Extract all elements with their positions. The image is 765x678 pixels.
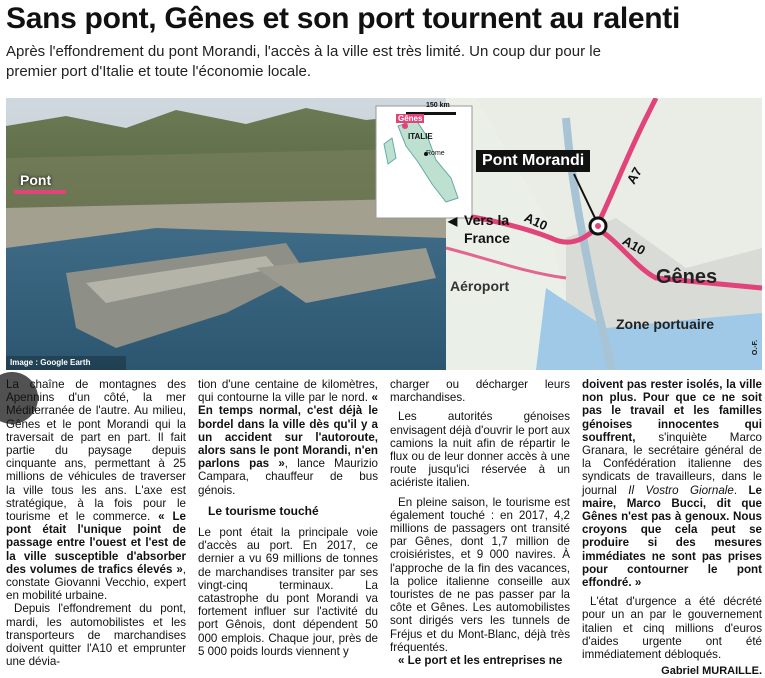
genes-label: Gênes: [656, 266, 718, 288]
pont-morandi-label: Pont Morandi: [476, 150, 590, 172]
hero-image: [6, 98, 762, 370]
article-subtitle: Après l'effondrement du pont Morandi, l'accès à la ville est très limité. Un coup dur pour le premier port d'Italie et toute l'économie locale.: [6, 43, 601, 80]
inset-genes-label: Gênes: [398, 114, 423, 123]
paragraph: L'état d'urgence a été décrété pour un an par le gouvernement italien et cinq millions d'euros d'aides urgente ont été immédiatement débloqués.: [582, 595, 762, 662]
inset-italie-label: ITALIE: [408, 132, 433, 141]
a10-left-label: A10: [521, 209, 550, 234]
paragraph: charger ou décharger leurs marchandises.: [390, 378, 570, 405]
column-3: [390, 378, 570, 667]
pont-label: Pont: [20, 172, 52, 188]
paragraph: tion d'une centaine de kilomètres, qui contourne la ville par le nord. « En temps normal, c'est déjà le bordel dans la ville dès qu'il y a un accident sur l'autoroute, alors sans le pont Morandi, n'en parlons pas », lance Maurizio Campara, chauffeur de bus génois.: [198, 378, 378, 497]
pont-highlight-bar: [14, 190, 66, 194]
author-signature: Gabriel MURAILLE.: [661, 665, 762, 678]
section-heading: Le tourisme touché: [208, 503, 319, 518]
zone-portuaire-label: Zone portuaire: [616, 316, 715, 332]
vers-france-label-1: Vers la: [464, 212, 510, 228]
a7-label: A7: [623, 164, 645, 187]
credit-right: O.-F.: [752, 339, 760, 356]
paragraph: La chaîne de montagnes des Apennins d'un côté, la mer Méditerranée de l'autre. Au milieu, Gênes et le pont Morandi qui la traversait de part en part. Il fait partie du paysage depuis cinquante ans, permettant à 25 millions de véhicules de traverser la ville tous les ans. L'axe est stratégique, à la fois pour le tourisme et le commerce. « Le pont était l'unique point de passage entre l'ouest et l'est de la ville susceptible d'absorber des volumes de trafics élevés », constate Giovanni Vecchio, expert en mobilité urbaine.: [6, 378, 186, 603]
paragraph: Les autorités génoises envisagent déjà d'ouvrir le port aux camions la nuit afin de répartir le flux ou de leur donner accès à une route jusqu'ici réservée à un aciériste italien.: [390, 410, 570, 490]
paragraph: En pleine saison, le tourisme est également touché : en 2017, 4,2 millions de passagers ont transité par Gênes, dont 1,7 million de croisiéristes, et 9 000 navires. À l'approche de la fin des vacances, la police italienne conseille aux touristes de ne pas passer par la côte et Gênes. Les automobilistes sont dirigés vers les tunnels de Fréjus et du Mont-Blanc, déjà très fréquentés.: [390, 495, 570, 654]
paragraph: doivent pas rester isolés, la ville non plus. Pour que ce ne soit pas le travail et les familles génoises innocentes qui souffrent, s'inquiète Marco Granara, le secrétaire général de la Confédération italienne des syndicats de travailleurs, dans le journal Il Vostro Giornale. Le maire, Marco Bucci, dit que Gênes n'est pas à genoux. Nous croyons que cela peut se produire si des mesures immédiates ne sont pas prises pour contourner le pont effondré. »: [582, 378, 762, 590]
paragraph: « Le port et les entreprises ne: [398, 654, 563, 668]
vers-france-arrow: ◀: [448, 214, 458, 228]
article-title: Sans pont, Gênes et son port tournent au ralenti: [6, 2, 681, 35]
paragraph: Le pont était la principale voie d'accès au port. En 2017, ce dernier a vu 69 millions de tonnes de marchandises transiter par ses vingt-cinq terminaux. La catastrophe du pont Morandi va fortement influer sur l'activité du port Gênois, dont dépendent 50 000 emplois. Chaque jour, près de 5 000 poids lourds viennent y: [198, 526, 378, 658]
aeroport-label: Aéroport: [450, 278, 510, 294]
column-4: [582, 378, 762, 678]
vers-france-label-2: France: [464, 230, 510, 246]
column-2: [198, 378, 378, 658]
paragraph: Depuis l'effondrement du pont, mardi, les automobilistes et les transporteurs de marchandises doivent quitter l'A10 et emprunter une dévia-: [6, 602, 186, 669]
inset-rome-label: Rome: [426, 150, 445, 157]
article-body: [6, 378, 762, 678]
inset-scale: 150 km: [426, 102, 450, 109]
a10-right-label: A10: [619, 233, 649, 258]
image-credit: Image : Google Earth: [10, 358, 91, 367]
column-1: [6, 378, 186, 668]
